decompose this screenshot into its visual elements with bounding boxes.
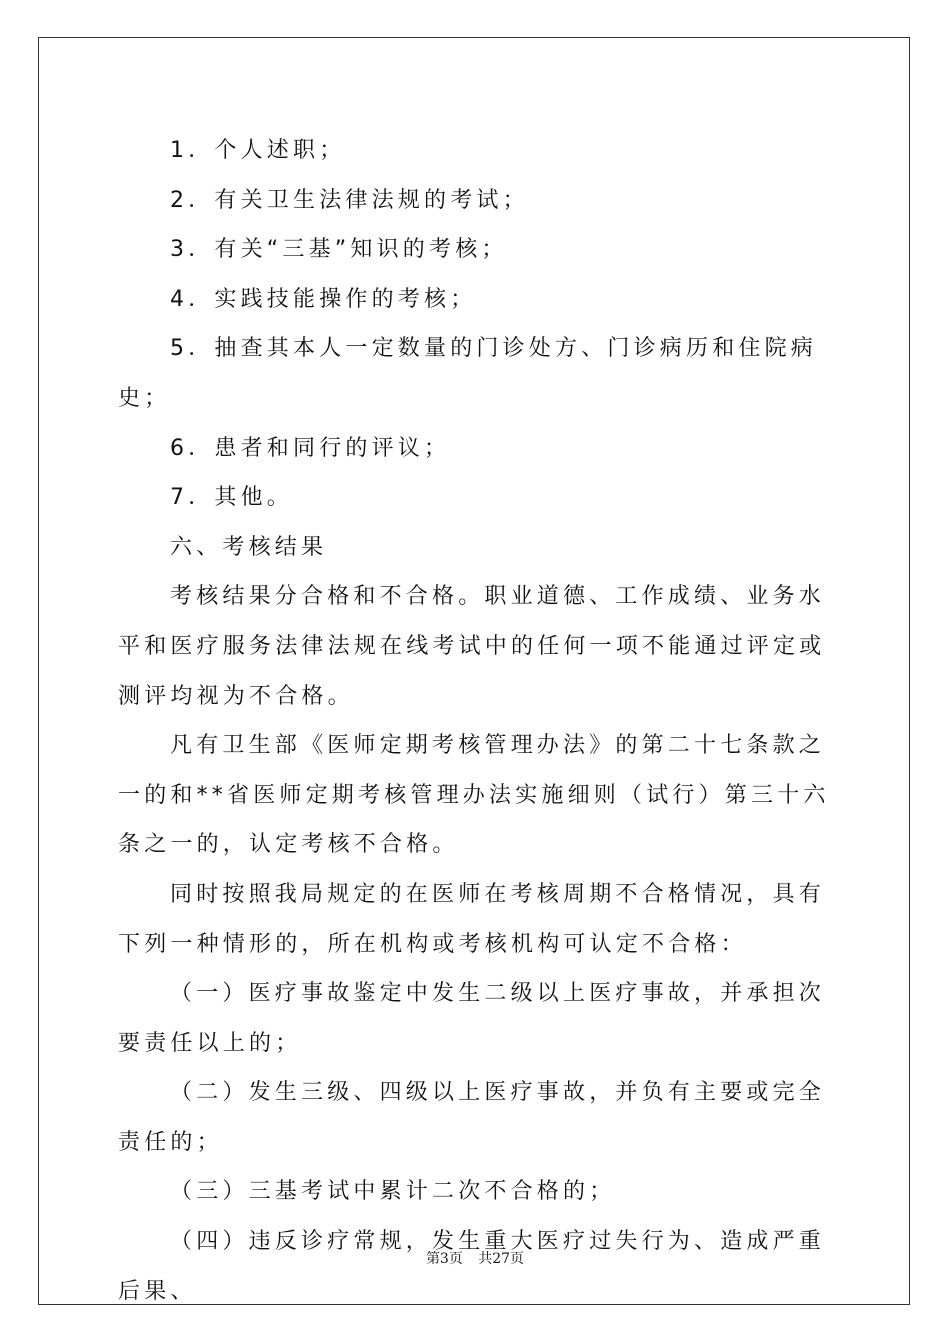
page-total: 共27页: [478, 1251, 525, 1267]
page-footer: [0, 1248, 950, 1268]
list-item-2: 2．有关卫生法律法规的考试；: [170, 187, 529, 213]
clause-1: （一）医疗事故鉴定中发生二级以上医疗事故，并承担次要责任以上的；: [118, 981, 826, 1056]
document-body: [118, 126, 832, 1316]
clause-4: （四）违反诊疗常规，发生重大医疗过失行为、造成严重后果、: [118, 1229, 826, 1304]
page-number: 第3页: [425, 1251, 463, 1267]
list-item-4: 4．实践技能操作的考核；: [170, 286, 477, 312]
clause-2: （二）发生三级、四级以上医疗事故，并负有主要或完全责任的；: [118, 1080, 826, 1155]
paragraph-result-definition: 考核结果分合格和不合格。职业道德、工作成绩、业务水平和医疗服务法律法规在线考试中的任何一项不能通过评定或测评均视为不合格。: [118, 584, 826, 709]
section-heading: 六、考核结果: [170, 534, 328, 560]
paragraph-bureau-rule: 同时按照我局规定的在医师在考核周期不合格情况，具有下列一种情形的，所在机构或考核机构可认定不合格：: [118, 881, 826, 957]
list-item-7: 7．其他。: [170, 485, 293, 511]
clause-3: （三）三基考试中累计二次不合格的；: [170, 1179, 616, 1205]
list-item-5: 5．抽查其本人一定数量的门诊处方、门诊病历和住院病史；: [118, 336, 817, 411]
paragraph-regulation: 凡有卫生部《医师定期考核管理办法》的第二十七条款之一的和**省医师定期考核管理办法实施细则（试行）第三十六条之一的，认定考核不合格。: [118, 733, 830, 858]
list-item-1: 1．个人述职；: [170, 138, 346, 163]
list-item-3: 3．有关“三基”知识的考核；: [170, 237, 508, 263]
list-item-6: 6．患者和同行的评议；: [170, 435, 451, 461]
